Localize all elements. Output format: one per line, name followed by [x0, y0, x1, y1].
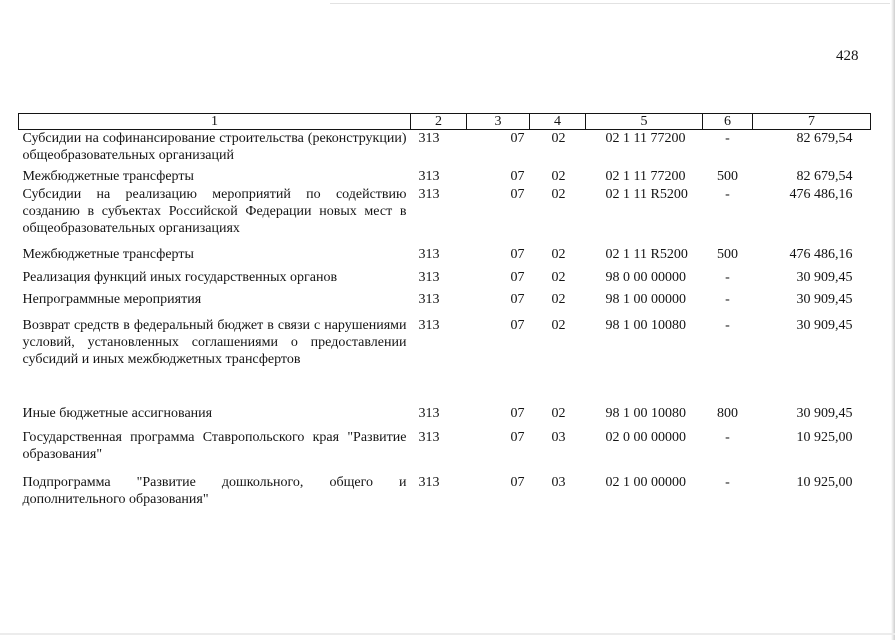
row-grbs: 313	[418, 474, 440, 490]
budget-table	[18, 113, 871, 512]
row-amount: 476 486,16	[789, 246, 853, 262]
row-subsection: 02	[551, 317, 566, 333]
row-section: 07	[510, 291, 525, 307]
row-target-article: 02 1 11 R5200	[605, 186, 688, 202]
row-expense-type: 500	[717, 168, 738, 184]
row-section: 07	[510, 168, 525, 184]
scan-top-edge	[330, 3, 890, 4]
row-section: 07	[510, 131, 525, 146]
table-row	[19, 168, 871, 186]
row-subsection: 02	[551, 405, 566, 421]
row-name: Подпрограмма "Развитие дошкольного, общего и дополнительного образования"	[22, 474, 407, 507]
column-header: 1	[19, 114, 411, 130]
row-amount: 476 486,16	[789, 186, 853, 202]
row-section: 07	[510, 474, 525, 490]
row-target-article: 02 1 11 77200	[605, 131, 686, 146]
column-header: 3	[467, 114, 530, 130]
row-name: Возврат средств в федеральный бюджет в связи с нарушениями условий, установленных соглашениями о предоставлении субсидий и иных межбюджетных трансфертов	[22, 317, 407, 367]
table-row	[19, 186, 871, 246]
table-row	[19, 429, 871, 474]
row-amount: 82 679,54	[796, 131, 853, 146]
row-expense-type: -	[725, 291, 730, 307]
row-amount: 30 909,45	[796, 269, 853, 285]
row-section: 07	[510, 269, 525, 285]
scan-right-edge	[891, 0, 895, 640]
row-amount: 82 679,54	[796, 168, 853, 184]
row-subsection: 02	[551, 131, 566, 146]
row-grbs: 313	[418, 246, 440, 262]
row-target-article: 02 1 00 00000	[605, 474, 686, 490]
row-name: Субсидии на реализацию мероприятий по содействию созданию в субъектах Российской Федерации новых мест в общеобразовательных организациях	[22, 186, 407, 236]
row-name: Межбюджетные трансферты	[22, 246, 194, 262]
row-amount: 10 925,00	[796, 474, 853, 490]
column-number-row	[19, 114, 871, 130]
row-target-article: 98 0 00 00000	[605, 269, 686, 285]
row-grbs: 313	[418, 429, 440, 445]
column-header: 2	[411, 114, 467, 130]
row-section: 07	[510, 405, 525, 421]
row-target-article: 02 1 11 77200	[605, 168, 686, 184]
row-section: 07	[510, 317, 525, 333]
scan-bottom-edge	[0, 633, 895, 635]
table-row	[19, 269, 871, 291]
column-header: 5	[586, 114, 703, 130]
row-section: 07	[510, 246, 525, 262]
page-number: 428	[836, 48, 859, 64]
table-row	[19, 246, 871, 269]
table-row	[19, 317, 871, 405]
row-subsection: 02	[551, 291, 566, 307]
row-grbs: 313	[418, 291, 440, 307]
row-name: Межбюджетные трансферты	[22, 168, 194, 184]
row-grbs: 313	[418, 269, 440, 285]
row-expense-type: -	[725, 429, 730, 445]
row-section: 07	[510, 186, 525, 202]
row-subsection: 02	[551, 246, 566, 262]
row-subsection: 03	[551, 474, 566, 490]
row-subsection: 02	[551, 186, 566, 202]
row-target-article: 98 1 00 10080	[605, 405, 686, 421]
row-grbs: 313	[418, 131, 440, 146]
row-name: Субсидии на софинансирование строительства (реконструкции) общеобразовательных организаций	[22, 131, 407, 163]
row-expense-type: -	[725, 269, 730, 285]
row-expense-type: 500	[717, 246, 738, 262]
row-target-article: 98 1 00 00000	[605, 291, 686, 307]
row-subsection: 02	[551, 168, 566, 184]
row-name: Реализация функций иных государственных органов	[22, 269, 338, 285]
table-row	[19, 130, 871, 168]
row-name: Государственная программа Ставропольского края "Развитие образования"	[22, 429, 407, 462]
row-grbs: 313	[418, 317, 440, 333]
row-expense-type: 800	[717, 405, 738, 421]
table-row	[19, 405, 871, 429]
row-grbs: 313	[418, 186, 440, 202]
row-amount: 10 925,00	[796, 429, 853, 445]
row-grbs: 313	[418, 405, 440, 421]
table-row	[19, 474, 871, 512]
table-row	[19, 291, 871, 317]
row-target-article: 98 1 00 10080	[605, 317, 686, 333]
row-subsection: 02	[551, 269, 566, 285]
row-expense-type: -	[725, 186, 730, 202]
row-grbs: 313	[418, 168, 440, 184]
row-target-article: 02 1 11 R5200	[605, 246, 688, 262]
row-subsection: 03	[551, 429, 566, 445]
row-amount: 30 909,45	[796, 317, 853, 333]
row-name: Непрограммные мероприятия	[22, 291, 202, 307]
row-expense-type: -	[725, 131, 730, 146]
row-section: 07	[510, 429, 525, 445]
row-name: Иные бюджетные ассигнования	[22, 405, 213, 421]
column-header: 4	[530, 114, 586, 130]
row-expense-type: -	[725, 317, 730, 333]
row-amount: 30 909,45	[796, 291, 853, 307]
row-amount: 30 909,45	[796, 405, 853, 421]
row-expense-type: -	[725, 474, 730, 490]
column-header: 6	[703, 114, 753, 130]
row-target-article: 02 0 00 00000	[605, 429, 686, 445]
column-header: 7	[753, 114, 871, 130]
